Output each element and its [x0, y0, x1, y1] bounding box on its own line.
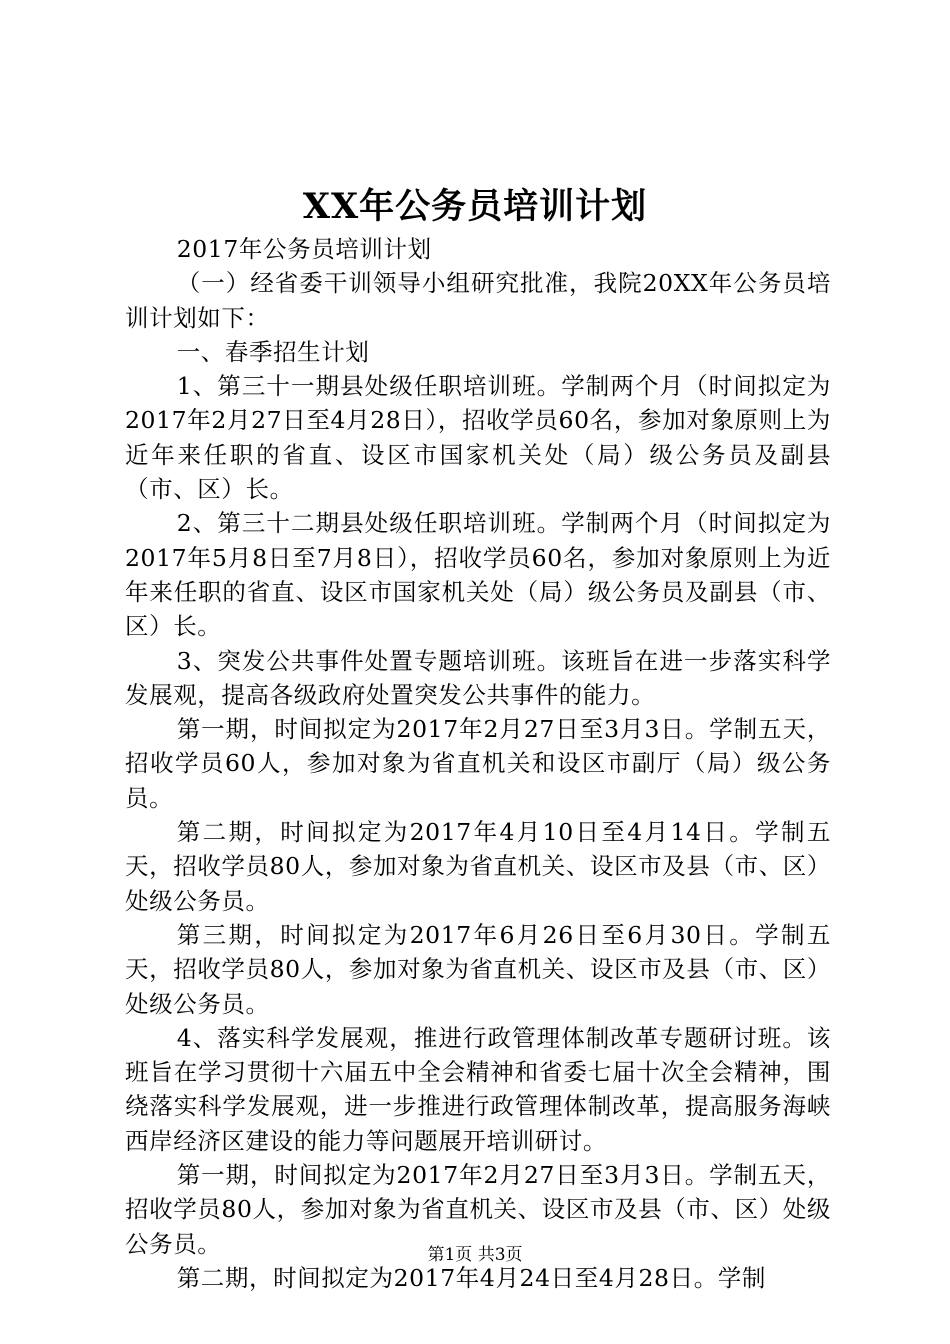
paragraph-intro: （一）经省委干训领导小组研究批准，我院20XX年公务员培训计划如下： [125, 269, 831, 332]
paragraph-item-4: 4、落实科学发展观，推进行政管理体制改革专题研讨班。该班旨在学习贯彻十六届五中全会精神和省委七届十次全会精神，围绕落实科学发展观，进一步推进行政管理体制改革，提高服务海峡西岸经济区建设的能力等问题展开培训研讨。 [125, 1023, 831, 1155]
paragraph-item-2: 2、第三十二期县处级任职培训班。学制两个月（时间拟定为2017年5月8日至7月8日），招收学员60名，参加对象原则上为近年来任职的省直、设区市国家机关处（局）级公务员及副县（市、区）长。 [125, 509, 831, 641]
section-heading-spring: 一、春季招生计划 [176, 337, 370, 366]
paragraph-item-3-phase-1: 第一期，时间拟定为2017年2月27日至3月3日。学制五天，招收学员60人，参加对象为省直机关和设区市副厅（局）级公务员。 [125, 715, 831, 812]
paragraph-item-3-phase-2: 第二期，时间拟定为2017年4月10日至4月14日。学制五天，招收学员80人，参加对象为省直机关、设区市及县（市、区）处级公务员。 [125, 818, 831, 915]
paragraph-item-1: 1、第三十一期县处级任职培训班。学制两个月（时间拟定为2017年2月27日至4月28日），招收学员60名，参加对象原则上为近年来任职的省直、设区市国家机关处（局）级公务员及副县（市、区）长。 [125, 372, 831, 504]
paragraph-item-3-phase-3: 第三期，时间拟定为2017年6月26日至6月30日。学制五天，招收学员80人，参加对象为省直机关、设区市及县（市、区）处级公务员。 [125, 920, 831, 1018]
document-body [125, 232, 831, 1295]
paragraph-item-3: 3、突发公共事件处置专题培训班。该班旨在进一步落实科学发展观，提高各级政府处置突发公共事件的能力。 [125, 646, 831, 709]
paragraph-item-4-phase-1: 第一期，时间拟定为2017年2月27日至3月3日。学制五天，招收学员80人，参加对象为省直机关、设区市及县（市、区）处级公务员。 [125, 1161, 831, 1258]
paragraph-item-4-phase-2: 第二期，时间拟定为2017年4月24日至4月28日。学制 [176, 1263, 767, 1292]
paragraph-subtitle: 2017年公务员培训计划 [176, 235, 432, 263]
page-footer: 第1页 共3页 [427, 1245, 523, 1265]
document-title: XX年公务员培训计划 [302, 186, 648, 227]
